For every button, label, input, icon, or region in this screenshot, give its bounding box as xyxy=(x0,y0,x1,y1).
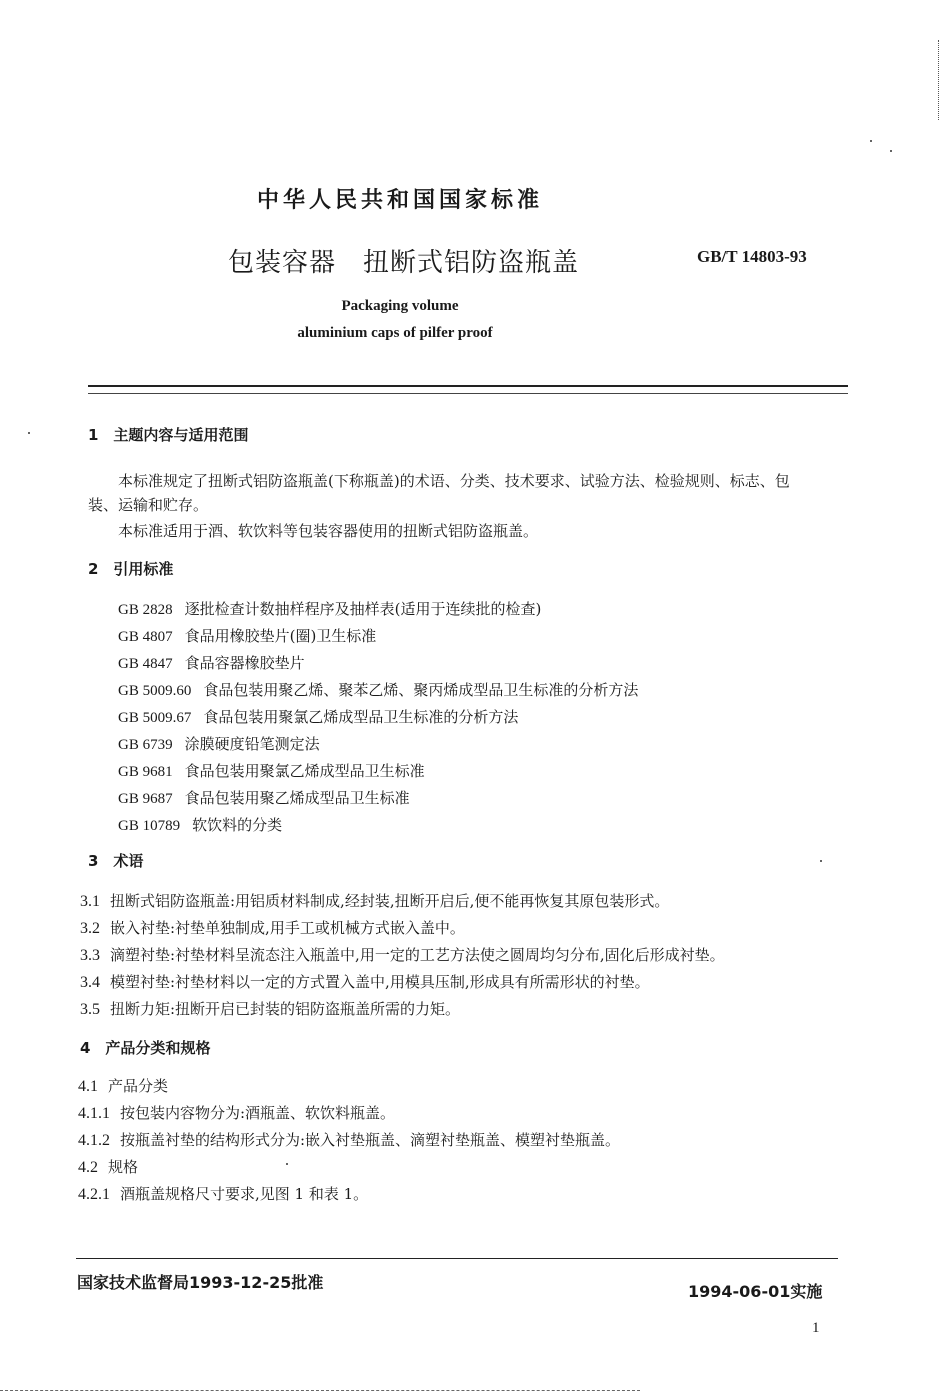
clause-number: 4.1.2 xyxy=(78,1132,110,1149)
classification-item xyxy=(78,1156,620,1183)
reference-code: GB 2828 xyxy=(118,602,173,618)
reference-title: 逐批检查计数抽样程序及抽样表(适用于连续批的检查) xyxy=(184,600,542,618)
footer-rule xyxy=(76,1258,838,1259)
reference-list xyxy=(118,598,638,841)
classification-item xyxy=(78,1075,620,1102)
clause-text: 嵌入衬垫:衬垫单独制成,用手工或机械方式嵌入盖中。 xyxy=(110,919,465,937)
scan-speck xyxy=(820,860,822,862)
clause-text: 规格 xyxy=(108,1158,139,1176)
reference-code: GB 10789 xyxy=(118,818,181,834)
reference-item xyxy=(118,598,638,625)
reference-item xyxy=(118,706,638,733)
clause-number: 3.3 xyxy=(80,947,100,964)
term-item xyxy=(80,998,725,1025)
clause-number: 4.1 xyxy=(78,1078,98,1095)
reference-item xyxy=(118,679,638,706)
clause-number: 3.4 xyxy=(80,974,100,991)
reference-item xyxy=(118,625,638,652)
term-item xyxy=(80,971,725,998)
section-2-heading: 2 引用标准 xyxy=(88,560,174,578)
scan-speck xyxy=(890,150,892,152)
term-item xyxy=(80,890,725,917)
clause-text: 模塑衬垫:衬垫材料以一定的方式置入盖中,用模具压制,形成具有所需形状的衬垫。 xyxy=(110,973,650,991)
english-title-line1: Packaging volume xyxy=(341,298,459,314)
clause-number: 3.1 xyxy=(80,893,100,910)
reference-item xyxy=(118,652,638,679)
reference-item xyxy=(118,787,638,814)
classification-list xyxy=(78,1075,620,1210)
reference-title: 软饮料的分类 xyxy=(192,816,283,834)
reference-code: GB 4807 xyxy=(118,629,173,645)
section-1-heading: 1 主题内容与适用范围 xyxy=(88,426,249,444)
clause-text: 扭断力矩:扭断开启已封装的铝防盗瓶盖所需的力矩。 xyxy=(110,1000,461,1018)
reference-item xyxy=(118,733,638,760)
scan-speck xyxy=(28,432,30,434)
clause-number: 3.5 xyxy=(80,1001,100,1018)
clause-number: 4.1.1 xyxy=(78,1105,110,1122)
reference-title: 食品包装用聚氯乙烯成型品卫生标准 xyxy=(184,762,425,780)
page-number: 1 xyxy=(812,1320,820,1336)
scan-edge-marks xyxy=(938,40,947,120)
clause-text: 产品分类 xyxy=(108,1077,169,1095)
implementation-date: 1994-06-01实施 xyxy=(688,1282,823,1301)
clause-number: 4.2 xyxy=(78,1159,98,1176)
section-4-heading: 4 产品分类和规格 xyxy=(80,1039,211,1057)
section-1-para2: 本标准适用于酒、软饮料等包装容器使用的扭断式铝防盗瓶盖。 xyxy=(118,522,539,540)
reference-title: 食品容器橡胶垫片 xyxy=(184,654,305,672)
classification-item xyxy=(78,1183,620,1210)
english-title-line2: aluminium caps of pilfer proof xyxy=(297,325,493,341)
scan-speck xyxy=(870,140,872,142)
clause-text: 滴塑衬垫:衬垫材料呈流态注入瓶盖中,用一定的工艺方法使之圆周均匀分布,固化后形成衬垫。 xyxy=(110,946,725,964)
reference-code: GB 9687 xyxy=(118,791,173,807)
classification-item xyxy=(78,1102,620,1129)
reference-title: 食品包装用聚乙烯成型品卫生标准 xyxy=(184,789,410,807)
reference-code: GB 4847 xyxy=(118,656,173,672)
clause-text: 按包装内容物分为:酒瓶盖、软饮料瓶盖。 xyxy=(120,1104,396,1122)
scan-bottom-edge xyxy=(0,1390,640,1391)
reference-title: 食品用橡胶垫片(圈)卫生标准 xyxy=(184,627,377,645)
approval-statement: 国家技术监督局1993-12-25批准 xyxy=(77,1273,324,1292)
reference-title: 涂膜硬度铅笔测定法 xyxy=(184,735,320,753)
reference-code: GB 5009.60 xyxy=(118,683,192,699)
section-1-para1-line2: 装、运输和贮存。 xyxy=(88,496,209,514)
issuing-body-title: 中华人民共和国国家标准 xyxy=(256,188,543,213)
reference-item xyxy=(118,814,638,841)
terms-list xyxy=(80,890,725,1025)
term-item xyxy=(80,917,725,944)
reference-code: GB 6739 xyxy=(118,737,173,753)
clause-number: 3.2 xyxy=(80,920,100,937)
reference-code: GB 5009.67 xyxy=(118,710,192,726)
classification-item xyxy=(78,1129,620,1156)
reference-item xyxy=(118,760,638,787)
header-rule-thin xyxy=(88,393,848,394)
reference-title: 食品包装用聚氯乙烯成型品卫生标准的分析方法 xyxy=(203,708,519,726)
clause-text: 按瓶盖衬垫的结构形式分为:嵌入衬垫瓶盖、滴塑衬垫瓶盖、模塑衬垫瓶盖。 xyxy=(120,1131,621,1149)
reference-title: 食品包装用聚乙烯、聚苯乙烯、聚丙烯成型品卫生标准的分析方法 xyxy=(203,681,639,699)
document-title: 包装容器 扭断式铝防盗瓶盖 xyxy=(228,248,580,278)
header-rule-thick xyxy=(88,385,848,387)
section-3-heading: 3 术语 xyxy=(88,852,144,870)
section-1-para1-line1: 本标准规定了扭断式铝防盗瓶盖(下称瓶盖)的术语、分类、技术要求、试验方法、检验规则、标志、包 xyxy=(118,472,790,490)
clause-text: 扭断式铝防盗瓶盖:用铝质材料制成,经封装,扭断开启后,便不能再恢复其原包装形式。 xyxy=(110,892,670,910)
standard-code: GB/T 14803-93 xyxy=(697,247,807,266)
reference-code: GB 9681 xyxy=(118,764,173,780)
clause-number: 4.2.1 xyxy=(78,1186,110,1203)
term-item xyxy=(80,944,725,971)
clause-text: 酒瓶盖规格尺寸要求,见图 1 和表 1。 xyxy=(120,1185,369,1203)
scan-speck xyxy=(286,1163,288,1165)
